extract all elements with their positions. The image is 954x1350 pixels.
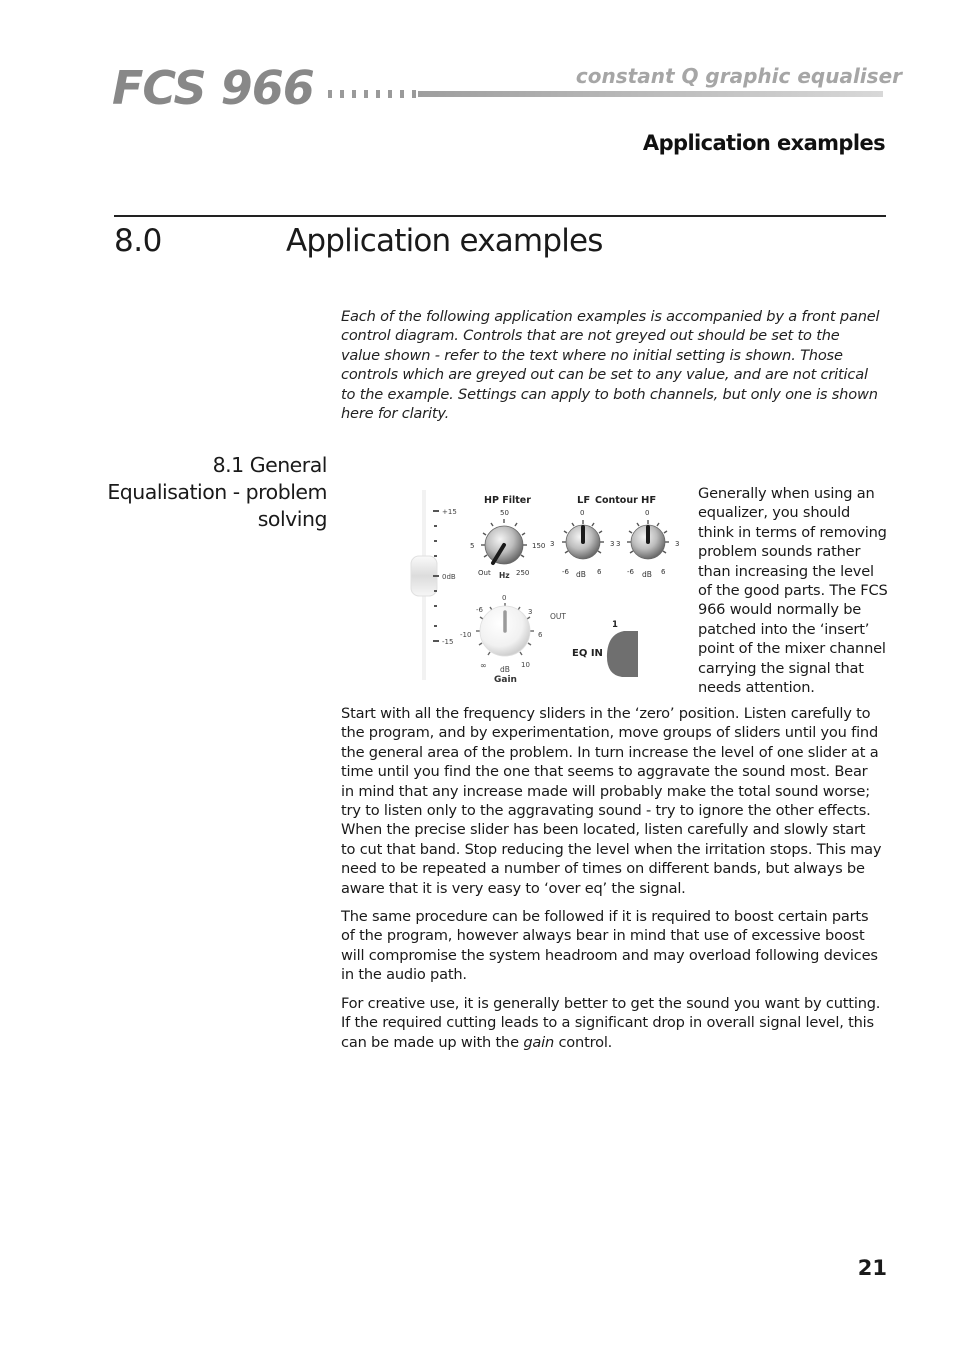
body-text bbox=[341, 704, 883, 1061]
body-paragraph-3-end: control. bbox=[554, 1033, 613, 1051]
gain-control bbox=[460, 594, 543, 685]
body-paragraph-1: Start with all the frequency sliders in the ‘zero’ position. Listen carefully to the program, and by experimentation, move groups of sliders until you find the general area of the problem. In turn increase the level of one slider at a time until you find the one that seems to aggravate the sound most. Bear in mind that any increase made will probably make the total sound worse; try to listen only to the aggravating sound - try to ignore the other effects. When the precise slider has been located, listen carefully and slowly start to cut that band. Stop reducing the level when the irritation stops. This may need to be repeated a number of times on different bands, but always be aware that it is very easy to ‘over eq’ the signal. bbox=[341, 705, 882, 897]
hp-filter-control bbox=[470, 495, 545, 580]
body-paragraph-3-start: For creative use, it is generally better to get the sound you want by cutting. If the required cutting leads to a significant drop in overall signal level, this can be made up with the bbox=[341, 994, 881, 1051]
hf-label-minus6: -6 bbox=[627, 568, 634, 576]
lf-label-right-3: 3 bbox=[610, 540, 615, 548]
front-panel-svg bbox=[404, 486, 690, 688]
contour-hf-label: HF bbox=[641, 495, 657, 506]
running-head: Application examples bbox=[642, 131, 885, 155]
lf-contour-control bbox=[550, 509, 614, 579]
section-number: 8.0 bbox=[114, 223, 162, 259]
brand-header bbox=[112, 61, 902, 115]
lf-label-minus6: -6 bbox=[562, 568, 569, 576]
slider-label-bottom: -15 bbox=[442, 638, 454, 646]
page-number: 21 bbox=[857, 1256, 887, 1280]
hp-filter-label-out: Out bbox=[478, 569, 491, 577]
gain-unit: dB bbox=[500, 665, 510, 674]
lf-label-6: 6 bbox=[597, 568, 602, 576]
gain-title: Gain bbox=[494, 675, 517, 685]
eq-in-label: EQ IN bbox=[572, 648, 603, 659]
lf-label-0: 0 bbox=[580, 509, 585, 517]
logo-bar-decoration bbox=[418, 91, 883, 97]
lf-unit: dB bbox=[576, 570, 586, 579]
hf-unit: dB bbox=[642, 570, 652, 579]
hp-filter-label-250: 250 bbox=[516, 569, 530, 577]
hp-filter-label-5: 5 bbox=[470, 542, 475, 550]
hf-label-right-3: 3 bbox=[675, 540, 680, 548]
gain-label-6: 6 bbox=[538, 631, 543, 639]
product-logo: FCS 966 bbox=[112, 61, 314, 115]
hf-contour-control bbox=[616, 509, 679, 579]
slider-label-top: +15 bbox=[442, 508, 457, 516]
gain-emphasis: gain bbox=[523, 1033, 555, 1051]
body-paragraph-3 bbox=[341, 994, 883, 1052]
logo-dots-decoration bbox=[328, 90, 418, 98]
body-paragraph-2: The same procedure can be followed if it is required to boost certain parts of the program, however always bear in mind that use of excessive boost will compromise the system headroom and may overload following devices in the audio path. bbox=[341, 908, 878, 984]
product-subtitle: constant Q graphic equaliser bbox=[575, 64, 902, 88]
gain-label-infinity: ∞ bbox=[480, 661, 487, 670]
intro-paragraph: Each of the following application examples is accompanied by a front panel control diagram. Controls that are not greyed out should be set to the value shown - refer to the text where no initial setting is shown. Those controls which are greyed out can be set to any value, and are not critical to the example. Settings can apply to both channels, but only one is shown here for clarity. bbox=[341, 308, 880, 423]
contour-title: Contour bbox=[595, 495, 638, 506]
out-label: OUT bbox=[550, 612, 566, 621]
slider-label-zero: 0dB bbox=[442, 573, 456, 581]
front-panel-diagram bbox=[404, 486, 690, 688]
hf-label-0: 0 bbox=[645, 509, 650, 517]
gain-label-minus6: -6 bbox=[476, 606, 483, 614]
gain-label-minus10: -10 bbox=[460, 631, 472, 639]
section-title: Application examples bbox=[286, 223, 603, 259]
hf-label-left-3: 3 bbox=[616, 540, 621, 548]
subsection-title: 8.1 General Equalisation - problem solving bbox=[107, 453, 327, 531]
hf-label-6: 6 bbox=[661, 568, 666, 576]
hp-filter-label-50: 50 bbox=[500, 509, 509, 517]
gain-label-0: 0 bbox=[502, 594, 507, 602]
contour-lf-label: LF bbox=[577, 495, 591, 506]
lf-label-left-3: 3 bbox=[550, 540, 555, 548]
side-paragraph: Generally when using an equalizer, you should think in terms of removing problem sounds rather than increasing the level of the good parts. The FCS 966 would normally be patched into the ‘insert’ point of the mixer channel carrying the signal that needs attention. bbox=[698, 485, 888, 697]
hp-filter-title: HP Filter bbox=[484, 495, 531, 506]
gain-label-3: 3 bbox=[528, 608, 533, 616]
channel-number: 1 bbox=[612, 620, 618, 630]
slider-section bbox=[411, 490, 457, 680]
hp-filter-label-150: 150 bbox=[532, 542, 546, 550]
section-rule bbox=[114, 215, 886, 217]
gain-label-10: 10 bbox=[521, 661, 530, 669]
hp-filter-unit: Hz bbox=[499, 571, 510, 580]
eq-in-switch bbox=[607, 631, 638, 677]
slider-scale-ticks bbox=[433, 511, 439, 641]
